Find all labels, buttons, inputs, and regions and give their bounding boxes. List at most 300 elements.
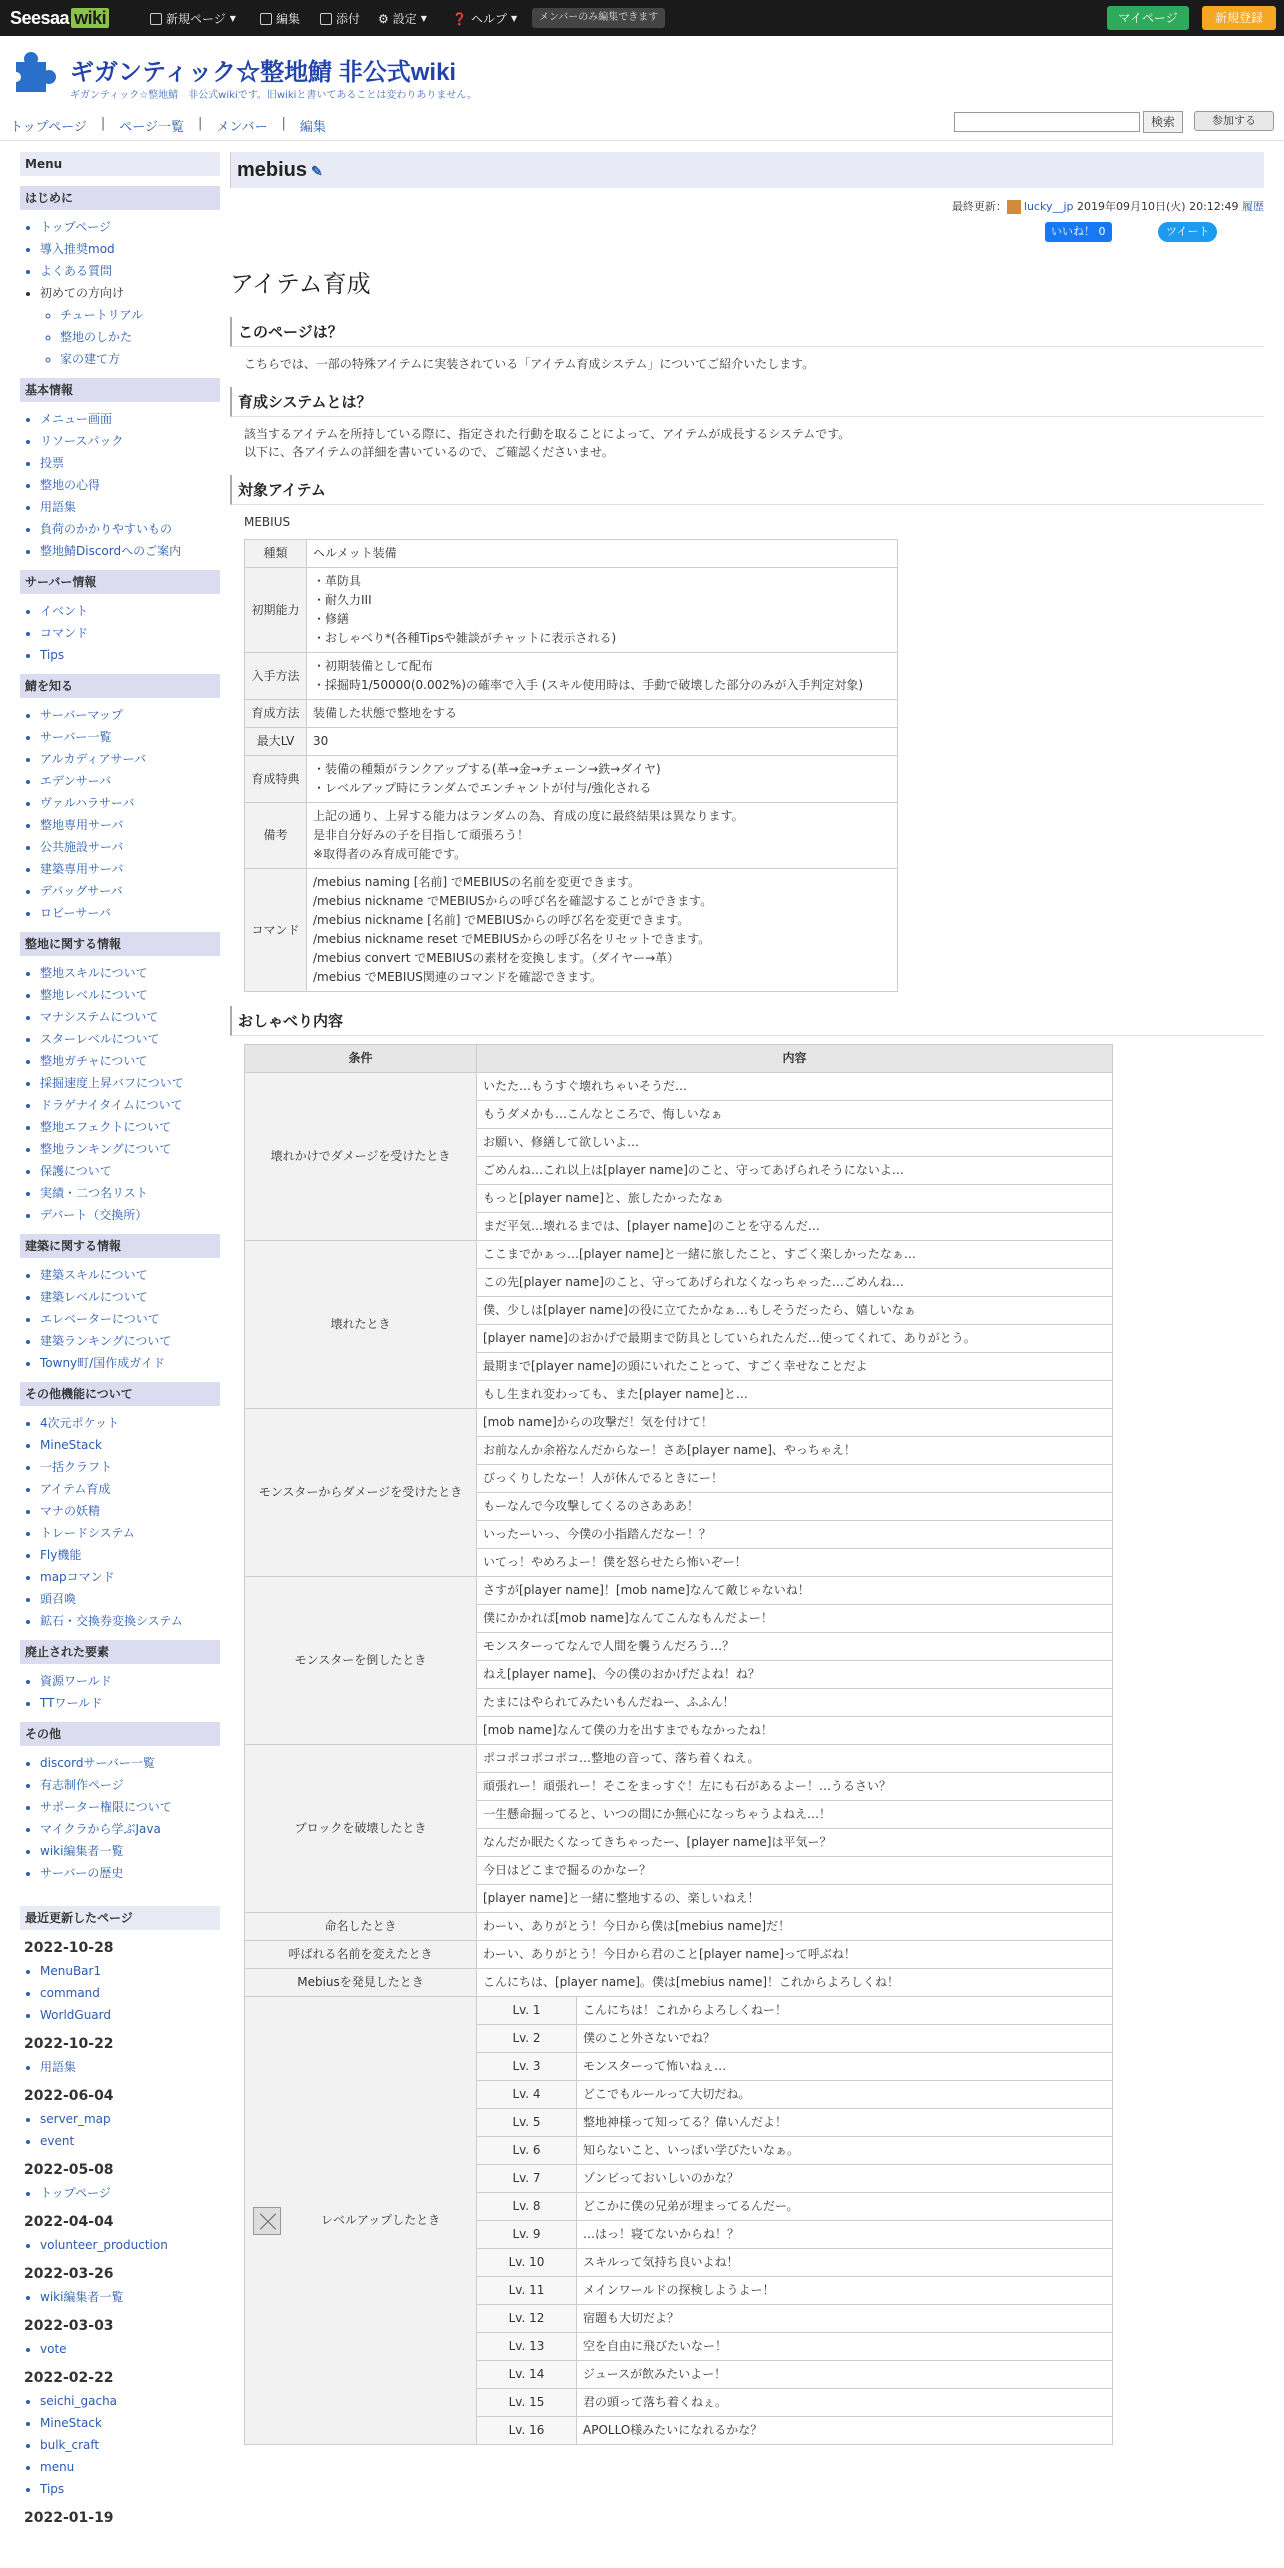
sidebar-item[interactable]: • Towny町/国作成ガイド [40,1352,220,1374]
sidebar-item[interactable]: • アルカディアサーバ [40,748,220,770]
item-table-value [307,756,898,803]
sidebar-item[interactable]: • スターレベルについて [40,1028,220,1050]
recent-date: 2022-10-22 [24,2036,114,2052]
recent-page-link[interactable]: • command [40,1982,220,2004]
item-table-line: /mebius naming [名前] でMEBIUSの名前を変更できます。 [313,875,641,889]
history-link[interactable]: 履歴 [1242,200,1264,213]
item-table-row [245,653,898,700]
tweet-button[interactable]: ツイート [1158,222,1217,242]
item-table-line: ヘルメット装備 [313,546,397,560]
recent-pages [20,2234,220,2256]
chat-line: わーい、ありがとう！今日から僕は[mebius name]だ！ [477,1913,1113,1941]
item-table-label: 備考 [245,803,307,869]
chat-line: [mob name]からの攻撃だ！気を付けて！ [477,1409,1113,1437]
sidebar-item[interactable]: • 用語集 [40,496,220,518]
sidebar-section-title: その他 [20,1722,220,1746]
recent-date: 2022-02-22 [24,2370,114,2386]
sidebar-item[interactable]: • エレベーターについて [40,1308,220,1330]
recent-page-link[interactable]: • seichi_gacha [40,2390,220,2412]
main-content [230,152,1264,2445]
edit-icon [260,13,272,25]
sidebar-item[interactable]: • マナの妖精 [40,1500,220,1522]
sidebar-section-title: サーバー情報 [20,570,220,594]
item-table-line: ・おしゃべり*(各種Tipsや雑談がチャットに表示される) [313,631,617,645]
sidebar-subitem[interactable]: ◦ チュートリアル [60,304,220,326]
sidebar-item[interactable]: • 公共施設サーバ [40,836,220,858]
recent-date: 2022-03-26 [24,2266,114,2282]
item-name: MEBIUS [244,515,291,529]
level-text: メインワールドの探検しようよー！ [577,2277,1113,2305]
item-table-line: 30 [313,734,329,748]
sidebar-item[interactable]: • 整地専用サーバ [40,814,220,836]
sidebar-list [20,1264,220,1374]
item-table-line: /mebius nickname でMEBIUSからの呼び名を確認することができます。 [313,894,713,908]
recent-pages [20,2108,220,2152]
sidebar-item[interactable]: • サポーター権限について [40,1796,220,1818]
nav-page-list[interactable]: ページ一覧 [119,120,184,135]
chat-line: いたた…もうすぐ壊れちゃいそうだ… [477,1073,1113,1101]
recent-page-link[interactable]: • MineStack [40,2412,220,2434]
level-label: Lv. 14 [477,2361,577,2389]
level-text: モンスターって怖いねぇ… [577,2053,1113,2081]
sidebar-item[interactable]: • discordサーバー一覧 [40,1752,220,1774]
sidebar-item[interactable]: • 整地ランキングについて [40,1138,220,1160]
sidebar-list [20,1670,220,1714]
image-icon [320,13,332,25]
item-table-line: /mebius nickname reset でMEBIUSからの呼び名をリセットできます。 [313,932,711,946]
sidebar-item[interactable]: • 整地鯖Discordへのご案内 [40,540,220,562]
new-page-icon [150,13,162,25]
sidebar-item[interactable]: • TTワールド [40,1692,220,1714]
sidebar-list [20,704,220,924]
chat-line: もし生まれ変わっても、また[player name]と… [477,1381,1113,1409]
recent-page-link[interactable]: • wiki編集者一覧 [40,2286,220,2308]
item-table-value [307,869,898,992]
chat-table-row [245,1969,1113,1997]
chat-condition: Mebiusを発見したとき [245,1969,477,1997]
item-table-value [307,653,898,700]
chat-condition: モンスターからダメージを受けたとき [245,1409,477,1577]
level-text: 整地神様って知ってる？偉いんだよ！ [577,2109,1113,2137]
caret-icon: ▼ [229,14,236,23]
chat-line: なんだか眠たくなってきちゃったー、[player name]は平気ー？ [477,1829,1113,1857]
chat-line: ごめんね…これ以上は[player name]のこと、守ってあげられそうにないよ… [477,1157,1113,1185]
sidebar-item[interactable]: • 4次元ポケット [40,1412,220,1434]
item-table [244,539,898,992]
page-name: mebius [237,159,308,181]
recent-page-link[interactable]: • MenuBar1 [40,1960,220,1982]
item-table-label: コマンド [245,869,307,992]
item-table-label: 種類 [245,540,307,568]
chat-line: お願い、修繕して欲しいよ… [477,1129,1113,1157]
level-text: APOLLO様みたいになれるかな？ [577,2417,1113,2445]
item-table-value [307,540,898,568]
chat-line: ポコポコポコポコ…整地の音って、落ち着くねえ。 [477,1745,1113,1773]
recent-page-link[interactable]: • bulk_craft [40,2434,220,2456]
new-page-menu[interactable]: 新規ページ ▼ [150,10,236,27]
item-table-line: ・初期装備として配布 [313,659,434,673]
header-divider [0,140,1284,141]
recent-page-link[interactable]: • 用語集 [40,2056,220,2078]
sidebar-section-title: その他機能について [20,1382,220,1406]
sidebar-item[interactable]: • ヴァルハラサーバ [40,792,220,814]
sidebar-item[interactable]: • メニュー画面 [40,408,220,430]
level-label: Lv. 12 [477,2305,577,2333]
item-table-label: 最大LV [245,728,307,756]
chat-line: 一生懸命掘ってると、いつの間にか無心になっちゃうよねえ…！ [477,1801,1113,1829]
chat-line: こんにちは、[player name]。僕は[mebius name]！これからよろしくね！ [477,1969,1113,1997]
sidebar-item[interactable]: • 整地スキルについて [40,962,220,984]
sidebar-subitem[interactable]: ◦ 整地のしかた [60,326,220,348]
chat-line: ねえ[player name]、今の僕のおかげだよね！ね？ [477,1661,1113,1689]
recent-date: 2022-06-04 [24,2088,114,2104]
item-table-row [245,803,898,869]
sidebar-list [20,1412,220,1632]
section-about: このページは？ [230,317,1264,347]
sidebar-item[interactable]: • 整地ガチャについて [40,1050,220,1072]
level-label: Lv. 11 [477,2277,577,2305]
pencil-edit-icon[interactable]: ✎ [311,163,323,179]
social-buttons [230,222,1264,246]
item-table-line: 装備した状態で整地をする [313,706,458,720]
chat-line: 今日はどこまで掘るのかなー？ [477,1857,1113,1885]
recent-pages [20,2056,220,2078]
recent-date: 2022-03-03 [24,2318,114,2334]
item-table-row [245,756,898,803]
nav-top-page[interactable]: トップページ [10,120,87,135]
sidebar-item[interactable]: • 整地エフェクトについて [40,1116,220,1138]
chat-condition-levelup [245,1997,477,2445]
sidebar-item[interactable]: • 整地レベルについて [40,984,220,1006]
header-content: 内容 [477,1045,1113,1073]
sidebar-item[interactable]: • 一括クラフト [40,1456,220,1478]
item-table-line: ※取得者のみ育成可能です。 [313,847,467,861]
top-bar [0,0,1284,36]
sidebar-item[interactable]: • 実績・二つ名リスト [40,1182,220,1204]
item-table-line: /mebius でMEBIUS関連のコマンドを確認できます。 [313,970,602,984]
item-table-value [307,803,898,869]
chat-line: 僕にかかれば[mob name]なんてこんなもんだよー！ [477,1605,1113,1633]
seesaa-logo[interactable]: Seesaa wiki [10,8,109,29]
sidebar-item[interactable]: • デバッグサーバ [40,880,220,902]
nav-members[interactable]: メンバー [216,120,268,135]
site-subtitle: ギガンティック☆整地鯖 非公式wikiです。旧wikiと書いてあることは変わりありません。 [70,90,478,101]
sidebar-section-title: 鯖を知る [20,674,220,698]
levelup-label: レベルアップしたとき [321,2213,441,2227]
sidebar-item[interactable]: • トップページ [40,216,220,238]
sidebar-subitem[interactable]: ◦ 家の建て方 [60,348,220,370]
chat-line: ここまでかぁっ…[player name]と一緒に旅したこと、すごく楽しかったなぁ… [477,1241,1113,1269]
recent-page-link[interactable]: • menu [40,2456,220,2478]
level-label: Lv. 16 [477,2417,577,2445]
sidebar-item: • 初めての方向け [40,282,220,304]
join-button[interactable]: 参加する [1194,111,1274,131]
chat-line: いったーいっ、今僕の小指踏んだなー！？ [477,1521,1113,1549]
attach-menu[interactable]: 添付 [320,10,360,27]
sidebar-item[interactable]: • エデンサーバ [40,770,220,792]
puzzle-logo-icon[interactable] [10,48,60,96]
recent-page-link[interactable]: • event [40,2130,220,2152]
level-label: Lv. 10 [477,2249,577,2277]
sidebar-item[interactable]: • 建築スキルについて [40,1264,220,1286]
sidebar-item[interactable]: • wiki編集者一覧 [40,1840,220,1862]
sidebar-list [20,1752,220,1884]
chat-line: この先[player name]のこと、守ってあげられなくなっちゃった…ごめんね… [477,1269,1113,1297]
sidebar-section-title: 建築に関する情報 [20,1234,220,1258]
level-label: Lv. 1 [477,1997,577,2025]
item-table-line: ・装備の種類がランクアップする(革→金→チェーン→鉄→ダイヤ) [313,762,661,776]
sidebar-item[interactable]: • サーバーの歴史 [40,1862,220,1884]
section-system-text-2: 以下に、各アイテムの詳細を書いているので、ご確認くださいませ。 [244,445,614,459]
recent-date: 2022-01-19 [24,2510,114,2526]
recent-date: 2022-10-28 [24,1940,114,1956]
chat-condition: 命名したとき [245,1913,477,1941]
sidebar-item[interactable]: • 有志制作ページ [40,1774,220,1796]
item-table-line: /mebius nickname [名前] でMEBIUSからの呼び名を変更できます。 [313,913,690,927]
sidebar-menu-title: Menu [20,152,220,176]
sidebar-item[interactable]: • 投票 [40,452,220,474]
chat-line: 最期まで[player name]の頭にいれたことって、すごく幸せなことだよ [477,1353,1113,1381]
author-link[interactable]: lucky__jp [1023,200,1074,213]
sidebar-item[interactable]: • 頭召喚 [40,1588,220,1610]
chat-condition: 壊れたとき [245,1241,477,1409]
sidebar-item[interactable]: • デバート（交換所） [40,1204,220,1226]
item-table-line: ・レベルアップ時にランダムでエンチャントが付与/強化される [313,781,652,795]
sidebar-item[interactable]: • MineStack [40,1434,220,1456]
chat-line: [player name]のおかげで最期まで防具としていられたんだ…使ってくれて、ありがとう。 [477,1325,1113,1353]
chat-table-row [245,1073,1113,1101]
sidebar-item[interactable]: • ロビーサーバ [40,902,220,924]
sidebar-section-title: 基本情報 [20,378,220,402]
sidebar-item[interactable]: • mapコマンド [40,1566,220,1588]
level-text: …はっ！寝てないからね！？ [577,2221,1113,2249]
recent-pages-title: 最近更新したページ [20,1906,220,1930]
chat-table-row [245,1241,1113,1269]
item-table-row [245,728,898,756]
sidebar-item[interactable]: • 建築レベルについて [40,1286,220,1308]
level-text: こんにちは！これからよろしくねー！ [577,1997,1113,2025]
chat-line: モンスターってなんで人間を襲うんだろう…？ [477,1633,1113,1661]
item-table-line: /mebius convert でMEBIUSの素材を変換します。（ダイヤー→革） [313,951,680,965]
sidebar-item[interactable]: • サーバー一覧 [40,726,220,748]
sidebar-item[interactable]: • 保護について [40,1160,220,1182]
chat-table [244,1044,1113,2445]
item-table-value [307,568,898,653]
chat-table-row [245,1409,1113,1437]
level-label: Lv. 6 [477,2137,577,2165]
chat-line: もうダメかも…こんなところで、悔しいなぁ [477,1101,1113,1129]
sidebar-item[interactable]: • イベント [40,600,220,622]
recent-date: 2022-05-08 [24,2162,114,2178]
sidebar-item[interactable]: • 資源ワールド [40,1670,220,1692]
help-icon: ❓ [452,11,467,26]
nav-edit[interactable]: 編集 [299,120,326,135]
level-label: Lv. 8 [477,2193,577,2221]
search-button[interactable]: 検索 [1143,111,1183,133]
chat-table-row [245,1745,1113,1773]
sidebar-item[interactable]: • 導入推奨mod [40,238,220,260]
recent-page-link[interactable]: • vote [40,2338,220,2360]
level-text: どこかに僕の兄弟が埋まってるんだー。 [577,2193,1113,2221]
recent-pages [20,1960,220,2026]
global-nav: トップページ | ページ一覧 | メンバー | 編集 [10,116,326,135]
signup-button[interactable]: 新規登録 [1202,6,1276,30]
chat-level-row [245,1997,1113,2025]
level-label: Lv. 4 [477,2081,577,2109]
recent-page-link[interactable]: • WorldGuard [40,2004,220,2026]
item-table-label: 育成特典 [245,756,307,803]
item-table-line: ・採掘時1/50000(0.002%)の確率で入手 (スキル使用時は、手動で破壊した部分のみが入手判定対象) [313,678,864,692]
chat-line: [player name]と一緒に整地するの、楽しいねえ！ [477,1885,1113,1913]
recent-date: 2022-04-04 [24,2214,114,2230]
chat-table-row [245,1941,1113,1969]
chat-line: さすが[player name]！[mob name]なんて敵じゃないね！ [477,1577,1113,1605]
last-modified: 最終更新： lucky__jp 2019年09月10日(火) 20:12:49 履歴 [951,200,1264,213]
level-text: 空を自由に飛びたいなー！ [577,2333,1113,2361]
help-menu[interactable]: ❓ ヘルプ ▼ [452,11,518,26]
chat-condition: モンスターを倒したとき [245,1577,477,1745]
sidebar-item[interactable]: • 負荷のかかりやすいもの [40,518,220,540]
item-table-line: 是非自分好みの子を目指して頑張ろう！ [313,828,530,842]
sidebar-list [20,408,220,562]
chat-line: もっと[player name]と、旅したかったなぁ [477,1185,1113,1213]
broken-image-icon [253,2207,281,2235]
sidebar [20,152,220,2530]
chat-line: たまにはやられてみたいもんだねー、ふふん！ [477,1689,1113,1717]
recent-page-link[interactable]: • server_map [40,2108,220,2130]
recent-pages [20,2338,220,2360]
recent-pages [20,2390,220,2500]
item-table-line: ・革防具 [313,574,362,588]
section-about-text: こちらでは、一部の特殊アイテムに実装されている「アイテム育成システム」についてご紹介いたします。 [244,357,815,371]
sidebar-sublist [40,304,220,370]
chat-line: まだ平気…壊れるまでは、[player name]のことを守るんだ… [477,1213,1113,1241]
level-label: Lv. 2 [477,2025,577,2053]
section-system-text-1: 該当するアイテムを所持している際に、指定された行動を取ることによって、アイテムが成長するシステムです。 [244,427,851,441]
recent-pages [20,2286,220,2308]
chat-condition: 壊れかけでダメージを受けたとき [245,1073,477,1241]
caret-icon: ▼ [420,14,427,23]
sidebar-item[interactable]: • トレードシステム [40,1522,220,1544]
item-table-line: ・修繕 [313,612,350,626]
item-table-row [245,568,898,653]
edit-menu[interactable]: 編集 [260,10,300,27]
item-table-label: 初期能力 [245,568,307,653]
sidebar-section-title: 整地に関する情報 [20,932,220,956]
caret-icon: ▼ [510,14,518,23]
sidebar-item[interactable]: • サーバーマップ [40,704,220,726]
level-label: Lv. 9 [477,2221,577,2249]
level-text: スキルって気持ち良いよね！ [577,2249,1113,2277]
site-title[interactable]: ギガンティック☆整地鯖 非公式wiki [70,59,457,86]
sidebar-item[interactable]: • Tips [40,644,220,666]
settings-menu[interactable]: ⚙ 設定 ▼ [378,11,427,26]
item-table-row [245,869,898,992]
sidebar-item[interactable]: • コマンド [40,622,220,644]
item-table-row [245,700,898,728]
level-text: ゾンビっておいしいのかな？ [577,2165,1113,2193]
chat-line: [mob name]なんて僕の力を出すまでもなかったね！ [477,1717,1113,1745]
sidebar-item[interactable]: • よくある質問 [40,260,220,282]
level-label: Lv. 15 [477,2389,577,2417]
sidebar-item[interactable]: • アイテム育成 [40,1478,220,1500]
item-table-value [307,700,898,728]
page-header [230,152,1264,188]
chat-line: わーい、ありがとう！今日から君のこと[player name]って呼ぶね！ [477,1941,1113,1969]
item-table-label: 入手方法 [245,653,307,700]
chat-line: お前なんか余裕なんだからなー！さあ[player name]、やっちゃえ！ [477,1437,1113,1465]
sidebar-item[interactable]: • 採掘速度上昇バフについて [40,1072,220,1094]
sidebar-item[interactable]: • 鉱石・交換券変換システム [40,1610,220,1632]
recent-page-link[interactable]: • volunteer_production [40,2234,220,2256]
sidebar-list [20,962,220,1226]
level-label: Lv. 5 [477,2109,577,2137]
chat-table-row [245,1577,1113,1605]
section-system: 育成システムとは？ [230,387,1264,417]
chat-table-row [245,1913,1113,1941]
sidebar-item[interactable]: • 建築専用サーバ [40,858,220,880]
level-text: ジュースが飲みたいよー！ [577,2361,1113,2389]
chat-line: びっくりしたなー！人が休んでるときにー！ [477,1465,1113,1493]
gear-icon: ⚙ [378,11,389,26]
chat-condition: 呼ばれる名前を変えたとき [245,1941,477,1969]
item-table-line: ・耐久力III [313,593,372,607]
level-label: Lv. 7 [477,2165,577,2193]
recent-pages [20,2182,220,2204]
level-text: 君の頭って落ち着くねぇ。 [577,2389,1113,2417]
page-heading: アイテム育成 [230,271,371,298]
sidebar-item[interactable]: • 整地の心得 [40,474,220,496]
sidebar-item[interactable]: • マナシステムについて [40,1006,220,1028]
lastmod-date: 2019年09月10日(火) 20:12:49 [1077,200,1239,213]
level-text: 僕のこと外さないでね？ [577,2025,1113,2053]
members-only-notice: メンバーのみ編集できます [532,8,665,28]
item-table-line: 上記の通り、上昇する能力はランダムの為、育成の度に最終結果は異なります。 [313,809,744,823]
avatar [1007,200,1021,214]
sidebar-list [20,216,220,370]
sidebar-item[interactable]: • マイクラから学ぶJava [40,1818,220,1840]
sidebar-item[interactable]: • Fly機能 [40,1544,220,1566]
search-input[interactable] [954,112,1140,132]
chat-line: 頑張れー！頑張れー！そこをまっすぐ！左にも石があるよー！…うるさい？ [477,1773,1113,1801]
header-condition: 条件 [245,1045,477,1073]
level-text: どこでもルールって大切だね。 [577,2081,1113,2109]
sidebar-section-title: はじめに [20,186,220,210]
chat-line: もーなんで今攻撃してくるのさあああ！ [477,1493,1113,1521]
recent-page-link[interactable]: • トップページ [40,2182,220,2204]
item-table-row [245,540,898,568]
section-chat: おしゃべり内容 [230,1006,1264,1036]
level-text: 宿題も大切だよ？ [577,2305,1113,2333]
sidebar-item[interactable]: • リソースパック [40,430,220,452]
sidebar-list [20,600,220,666]
mypage-button[interactable]: マイページ [1107,6,1189,30]
level-text: 知らないこと、いっぱい学びたいなぁ。 [577,2137,1113,2165]
item-table-value [307,728,898,756]
section-items: 対象アイテム [230,475,1264,505]
chat-line: いてっ！やめろよー！僕を怒らせたら怖いぞー！ [477,1549,1113,1577]
sidebar-item[interactable]: • 建築ランキングについて [40,1330,220,1352]
facebook-like-button[interactable]: いいね！ 0 [1045,222,1112,242]
sidebar-section-title: 廃止された要素 [20,1640,220,1664]
recent-page-link[interactable]: • Tips [40,2478,220,2500]
level-label: Lv. 13 [477,2333,577,2361]
level-label: Lv. 3 [477,2053,577,2081]
item-table-label: 育成方法 [245,700,307,728]
chat-line: 僕、少しは[player name]の役に立てたかなぁ…もしそうだったら、嬉しいなぁ [477,1297,1113,1325]
chat-condition: ブロックを破壊したとき [245,1745,477,1913]
sidebar-item[interactable]: • ドラゲナイタイムについて [40,1094,220,1116]
